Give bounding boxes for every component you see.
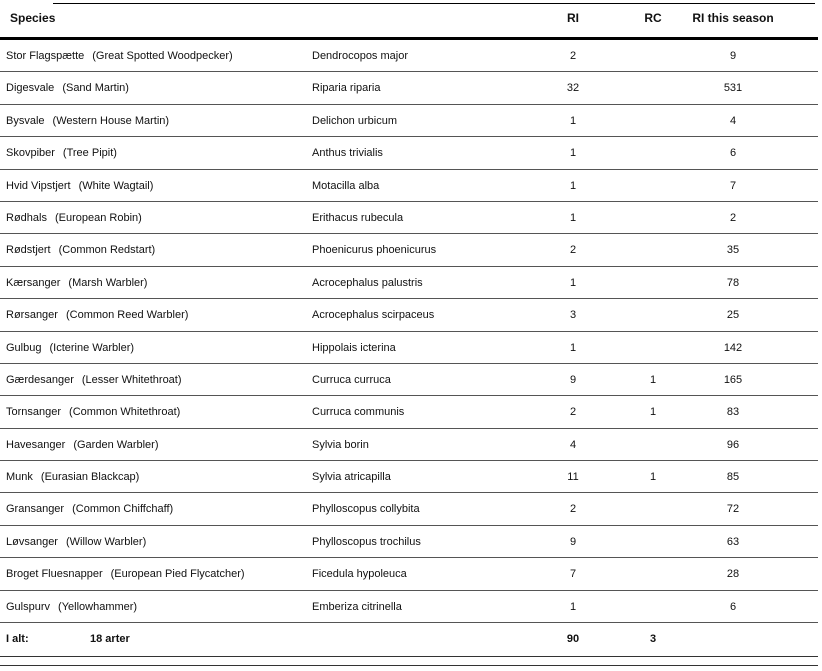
ri-season-value: 28 bbox=[726, 568, 740, 581]
species-name bbox=[6, 342, 134, 354]
header-ri: RI bbox=[567, 11, 579, 25]
english-name: (Icterine Warbler) bbox=[49, 341, 135, 354]
english-name: (European Pied Flycatcher) bbox=[110, 568, 245, 581]
english-name: (Common Whitethroat) bbox=[69, 406, 181, 419]
latin-name: Acrocephalus palustris bbox=[312, 276, 423, 289]
danish-name: Stor Flagspætte bbox=[6, 50, 85, 62]
species-name bbox=[6, 50, 233, 62]
danish-name: Digesvale bbox=[6, 82, 55, 95]
species-name bbox=[6, 568, 245, 580]
latin-name: Erithacus rubecula bbox=[312, 211, 404, 224]
latin-name: Sylvia atricapilla bbox=[312, 471, 391, 484]
ri-value: 3 bbox=[569, 309, 577, 322]
english-name: (Tree Pipit) bbox=[62, 147, 117, 160]
bottom-rule bbox=[0, 656, 818, 657]
latin-name: Hippolais icterina bbox=[312, 341, 396, 354]
table-row bbox=[0, 234, 818, 266]
ri-value: 1 bbox=[569, 276, 577, 289]
table-row bbox=[0, 202, 818, 234]
ri-season-value: 142 bbox=[723, 341, 743, 354]
english-name: (White Wagtail) bbox=[78, 179, 154, 192]
danish-name: Hvid Vipstjert bbox=[6, 179, 71, 192]
danish-name: Kærsanger bbox=[6, 276, 61, 289]
table-row bbox=[0, 332, 818, 364]
ri-value: 32 bbox=[566, 82, 580, 95]
header-rc: RC bbox=[644, 11, 662, 25]
english-name: (European Robin) bbox=[54, 211, 142, 224]
ri-value: 1 bbox=[569, 114, 577, 127]
latin-name: Curruca curruca bbox=[312, 373, 391, 386]
species-name bbox=[6, 471, 139, 483]
species-name bbox=[6, 439, 159, 451]
ri-value: 2 bbox=[569, 406, 577, 419]
latin-name: Emberiza citrinella bbox=[312, 600, 402, 613]
species-name bbox=[6, 277, 147, 289]
latin-name: Delichon urbicum bbox=[312, 114, 397, 127]
table-row bbox=[0, 364, 818, 396]
total-rc: 3 bbox=[649, 633, 657, 645]
species-name bbox=[6, 536, 146, 548]
latin-name: Riparia riparia bbox=[312, 82, 381, 95]
table-row bbox=[0, 493, 818, 525]
english-name: (Common Redstart) bbox=[58, 244, 156, 257]
ri-value: 4 bbox=[569, 438, 577, 451]
ri-season-value: 4 bbox=[729, 114, 737, 127]
table-header bbox=[0, 4, 818, 37]
english-name: (Yellowhammer) bbox=[58, 600, 138, 613]
ri-value: 1 bbox=[569, 341, 577, 354]
table-row bbox=[0, 170, 818, 202]
species-name bbox=[6, 147, 117, 159]
table-row bbox=[0, 526, 818, 558]
ri-season-value: 25 bbox=[726, 309, 740, 322]
table-row bbox=[0, 299, 818, 331]
latin-name: Phoenicurus phoenicurus bbox=[312, 244, 437, 257]
ri-value: 1 bbox=[569, 211, 577, 224]
table-body bbox=[0, 40, 818, 623]
table-row bbox=[0, 72, 818, 104]
danish-name: Skovpiber bbox=[6, 147, 55, 160]
latin-name: Curruca communis bbox=[312, 406, 405, 419]
table-row bbox=[0, 558, 818, 590]
table-row bbox=[0, 461, 818, 493]
ri-value: 7 bbox=[569, 568, 577, 581]
table-row bbox=[0, 105, 818, 137]
ri-season-value: 165 bbox=[723, 373, 743, 386]
ri-season-value: 63 bbox=[726, 535, 740, 548]
ri-season-value: 531 bbox=[723, 82, 743, 95]
danish-name: Gransanger bbox=[6, 503, 65, 516]
ri-season-value: 6 bbox=[729, 147, 737, 160]
danish-name: Rødstjert bbox=[6, 244, 51, 257]
ri-season-value: 7 bbox=[729, 179, 737, 192]
bottom-rule-double bbox=[0, 665, 818, 666]
rc-value: 1 bbox=[649, 373, 657, 386]
rc-value: 1 bbox=[649, 471, 657, 484]
species-name bbox=[6, 406, 180, 418]
species-name bbox=[6, 212, 142, 224]
danish-name: Havesanger bbox=[6, 438, 66, 451]
danish-name: Munk bbox=[6, 471, 33, 484]
species-name bbox=[6, 309, 188, 321]
latin-name: Sylvia borin bbox=[312, 438, 369, 451]
ri-value: 1 bbox=[569, 147, 577, 160]
species-name bbox=[6, 601, 137, 613]
english-name: (Garden Warbler) bbox=[73, 438, 159, 451]
ri-season-value: 35 bbox=[726, 244, 740, 257]
total-ri: 90 bbox=[566, 633, 580, 645]
english-name: (Sand Martin) bbox=[62, 82, 129, 95]
table-row bbox=[0, 137, 818, 169]
species-name bbox=[6, 82, 129, 94]
total-label: I alt: bbox=[6, 633, 29, 645]
species-name bbox=[6, 115, 169, 127]
ri-season-value: 96 bbox=[726, 438, 740, 451]
danish-name: Gulspurv bbox=[6, 600, 51, 613]
danish-name: Rørsanger bbox=[6, 309, 58, 322]
ri-value: 2 bbox=[569, 503, 577, 516]
header-species: Species bbox=[10, 11, 56, 25]
latin-name: Acrocephalus scirpaceus bbox=[312, 309, 435, 322]
table-row bbox=[0, 396, 818, 428]
table-row bbox=[0, 429, 818, 461]
danish-name: Gulbug bbox=[6, 341, 42, 354]
ri-season-value: 6 bbox=[729, 600, 737, 613]
latin-name: Ficedula hypoleuca bbox=[312, 568, 407, 581]
ri-value: 1 bbox=[569, 179, 577, 192]
danish-name: Rødhals bbox=[6, 211, 47, 224]
latin-name: Dendrocopos major bbox=[312, 50, 408, 62]
english-name: (Western House Martin) bbox=[52, 114, 170, 127]
table-row bbox=[0, 591, 818, 623]
latin-name: Phylloscopus collybita bbox=[312, 503, 420, 516]
danish-name: Gærdesanger bbox=[6, 373, 74, 386]
ri-season-value: 9 bbox=[729, 50, 737, 62]
ri-value: 2 bbox=[569, 50, 577, 62]
english-name: (Common Reed Warbler) bbox=[65, 309, 189, 322]
danish-name: Løvsanger bbox=[6, 535, 58, 548]
species-name bbox=[6, 503, 173, 515]
species-name bbox=[6, 374, 182, 386]
ri-value: 9 bbox=[569, 373, 577, 386]
latin-name: Phylloscopus trochilus bbox=[312, 535, 421, 548]
english-name: (Eurasian Blackcap) bbox=[40, 471, 140, 484]
danish-name: Bysvale bbox=[6, 114, 45, 127]
ri-season-value: 83 bbox=[726, 406, 740, 419]
english-name: (Common Chiffchaff) bbox=[72, 503, 174, 516]
english-name: (Great Spotted Woodpecker) bbox=[92, 50, 233, 62]
ri-season-value: 72 bbox=[726, 503, 740, 516]
ri-value: 2 bbox=[569, 244, 577, 257]
species-name bbox=[6, 180, 153, 192]
total-species-count: 18 arter bbox=[90, 633, 130, 645]
latin-name: Motacilla alba bbox=[312, 179, 380, 192]
english-name: (Lesser Whitethroat) bbox=[81, 373, 182, 386]
species-name bbox=[6, 244, 155, 256]
rc-value: 1 bbox=[649, 406, 657, 419]
ri-value: 11 bbox=[567, 471, 579, 484]
english-name: (Marsh Warbler) bbox=[68, 276, 148, 289]
ri-value: 1 bbox=[569, 600, 577, 613]
total-row bbox=[0, 624, 818, 656]
danish-name: Tornsanger bbox=[6, 406, 62, 419]
header-ri-season: RI this season bbox=[692, 11, 774, 25]
latin-name: Anthus trivialis bbox=[312, 147, 383, 160]
table-row bbox=[0, 267, 818, 299]
danish-name: Broget Fluesnapper bbox=[6, 568, 103, 581]
ri-season-value: 85 bbox=[726, 471, 740, 484]
english-name: (Willow Warbler) bbox=[65, 535, 147, 548]
ri-value: 9 bbox=[569, 535, 577, 548]
ri-season-value: 2 bbox=[729, 211, 737, 224]
ri-season-value: 78 bbox=[726, 276, 740, 289]
table-row bbox=[0, 40, 818, 72]
